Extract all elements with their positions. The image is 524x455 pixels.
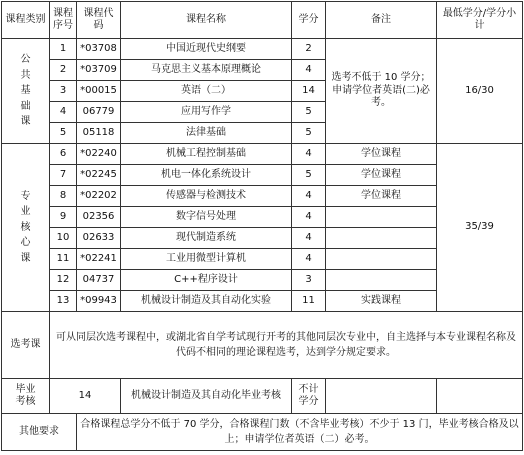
category-core-label: 专业核心课 [20, 190, 31, 264]
cell-name: C++程序设计 [121, 270, 292, 291]
cell-code: *02202 [77, 186, 121, 207]
table-row [2, 144, 523, 165]
cell-seq: 1 [50, 39, 77, 60]
cell-code: *02245 [77, 165, 121, 186]
cell-code: *02241 [77, 249, 121, 270]
graduation-name: 机械设计制造及其自动化毕业考核 [121, 379, 292, 414]
cell-credit: 3 [292, 270, 326, 291]
cell-name: 英语（二） [121, 81, 292, 102]
cell-seq: 12 [50, 270, 77, 291]
category-graduation-label: 毕业考核 [15, 383, 36, 407]
table-row [2, 39, 523, 60]
cell-code: *03709 [77, 60, 121, 81]
cell-seq: 11 [50, 249, 77, 270]
header-row [2, 2, 523, 39]
cell-code: *09943 [77, 291, 121, 312]
category-core [2, 144, 50, 312]
cell-name: 机电一体化系统设计 [121, 165, 292, 186]
cell-seq: 2 [50, 60, 77, 81]
cell-remark: 学位课程 [326, 165, 437, 186]
cell-code: 05118 [77, 123, 121, 144]
cell-name: 中国近现代史纲要 [121, 39, 292, 60]
cell-remark [326, 249, 437, 270]
graduation-row [2, 379, 523, 414]
cell-name: 工业用微型计算机 [121, 249, 292, 270]
other-text: 合格课程总学分不低于 70 学分，合格课程门数（不含毕业考核）不少于 13 门，毕业考核合格及以上；申请学位者英语（二）必考。 [77, 414, 523, 451]
cell-name: 法律基础 [121, 123, 292, 144]
cell-seq: 9 [50, 207, 77, 228]
category-public-label: 公共基础课 [20, 54, 31, 128]
cell-name: 机械设计制造及其自动化实验 [121, 291, 292, 312]
cell-credit: 5 [292, 123, 326, 144]
cell-code: 04737 [77, 270, 121, 291]
cell-seq: 6 [50, 144, 77, 165]
cell-credit: 4 [292, 60, 326, 81]
cell-code: *03708 [77, 39, 121, 60]
cell-credit: 5 [292, 165, 326, 186]
category-elective: 选考课 [2, 312, 50, 379]
category-graduation [2, 379, 50, 414]
cell-credit: 5 [292, 102, 326, 123]
cell-seq: 7 [50, 165, 77, 186]
public-subtotal: 16/30 [437, 39, 523, 144]
cell-credit: 4 [292, 207, 326, 228]
elective-text: 可从同层次选考课程中，或湖北省自学考试现行开考的其他同层次专业中，自主选择与本专业课程名称及代码不相同的理论课程选考，达到学分规定要求。 [50, 312, 523, 379]
cell-name: 现代制造系统 [121, 228, 292, 249]
cell-remark [326, 207, 437, 228]
cell-credit: 2 [292, 39, 326, 60]
cell-credit: 11 [292, 291, 326, 312]
header-seq: 课程序号 [50, 2, 77, 39]
cell-code: *02240 [77, 144, 121, 165]
cell-credit: 4 [292, 144, 326, 165]
cell-name: 马克思主义基本原理概论 [121, 60, 292, 81]
header-code: 课程代码 [77, 2, 121, 39]
header-name: 课程名称 [121, 2, 292, 39]
cell-code: 02356 [77, 207, 121, 228]
graduation-subtotal [437, 379, 523, 414]
cell-seq: 13 [50, 291, 77, 312]
other-row [2, 414, 523, 451]
course-plan-table [1, 1, 523, 451]
cell-remark: 学位课程 [326, 144, 437, 165]
cell-credit: 14 [292, 81, 326, 102]
cell-credit: 4 [292, 228, 326, 249]
cell-code: 02633 [77, 228, 121, 249]
graduation-credit: 不计学分 [292, 379, 326, 414]
cell-code: 06779 [77, 102, 121, 123]
cell-remark: 实践课程 [326, 291, 437, 312]
elective-row [2, 312, 523, 379]
cell-credit: 4 [292, 249, 326, 270]
cell-remark [326, 228, 437, 249]
cell-seq: 4 [50, 102, 77, 123]
cell-name: 应用写作学 [121, 102, 292, 123]
cell-seq: 3 [50, 81, 77, 102]
core-subtotal: 35/39 [437, 144, 523, 312]
header-category: 课程类别 [2, 2, 50, 39]
cell-seq: 5 [50, 123, 77, 144]
graduation-remark [326, 379, 437, 414]
cell-code: *00015 [77, 81, 121, 102]
category-public [2, 39, 50, 144]
header-credit: 学分 [292, 2, 326, 39]
cell-name: 传感器与检测技术 [121, 186, 292, 207]
graduation-seq: 14 [50, 379, 121, 414]
category-other: 其他要求 [2, 414, 77, 451]
header-min-credit: 最低学分/学分小计 [437, 2, 523, 39]
cell-remark: 学位课程 [326, 186, 437, 207]
header-remark: 备注 [326, 2, 437, 39]
public-remark: 选考不低于 10 学分；申请学位者英语(二)必考。 [326, 39, 437, 144]
cell-name: 数字信号处理 [121, 207, 292, 228]
cell-seq: 10 [50, 228, 77, 249]
cell-name: 机械工程控制基础 [121, 144, 292, 165]
cell-remark [326, 270, 437, 291]
cell-seq: 8 [50, 186, 77, 207]
cell-credit: 4 [292, 186, 326, 207]
